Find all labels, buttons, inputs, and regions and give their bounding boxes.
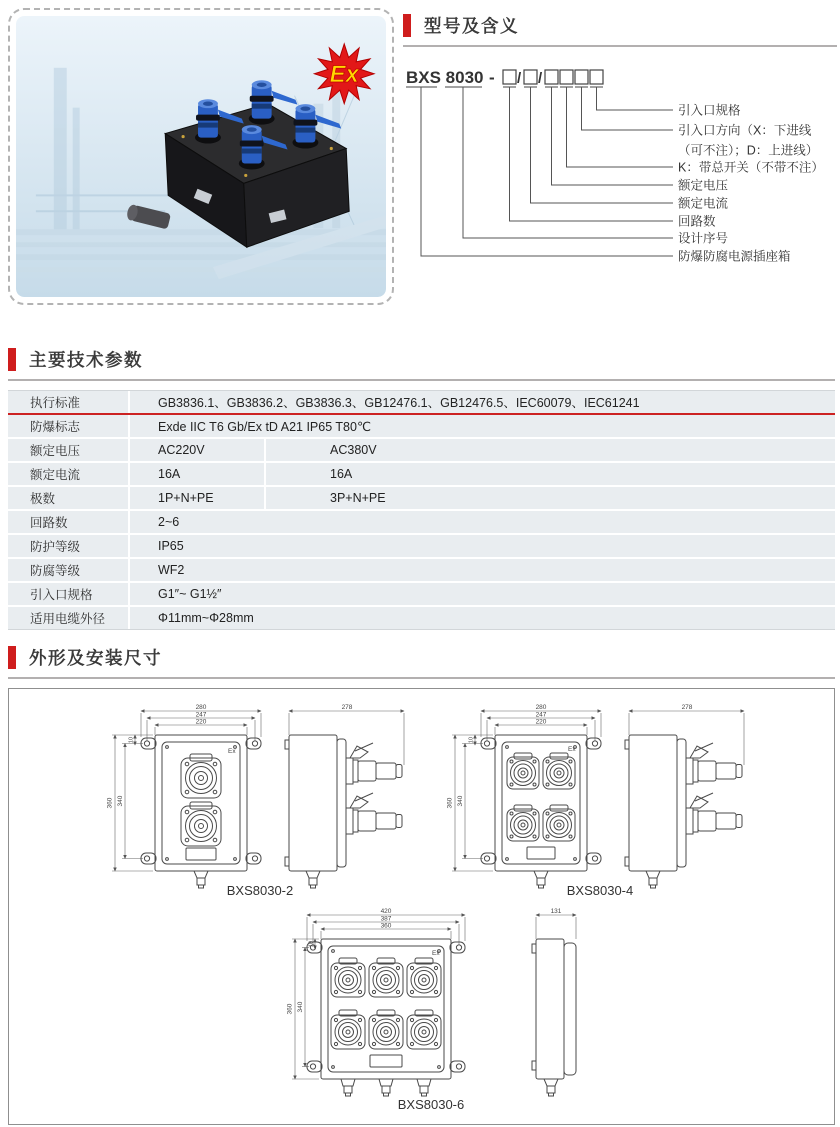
cable-gland <box>534 871 548 888</box>
table-row <box>8 391 835 413</box>
label-main-switch: K：带总开关（不带不注） <box>678 160 824 175</box>
table-row <box>8 463 835 485</box>
label-product-name: 防爆防腐电源插座箱 <box>678 249 791 264</box>
specs-section-header <box>8 346 835 381</box>
specs-table <box>8 390 835 630</box>
model-section-title: 型号及含义 <box>424 16 519 36</box>
socket <box>331 1010 365 1049</box>
table-row <box>8 535 835 557</box>
drawing-bxs8030-2 <box>97 701 417 901</box>
row-label: 额定电压 <box>8 439 130 461</box>
table-row <box>8 415 835 437</box>
row-label: 防腐等级 <box>8 559 130 581</box>
dims-section-title: 外形及安装尺寸 <box>29 648 162 668</box>
drawing-bxs8030-4 <box>437 701 757 901</box>
table-row <box>8 487 835 509</box>
nameplate <box>527 847 555 859</box>
row-value: 3P+N+PE <box>330 491 386 505</box>
front-view <box>307 939 465 1096</box>
label-inlet-spec: 引入口规格 <box>678 103 741 118</box>
socket <box>543 805 575 841</box>
ex-badge-text: Ex <box>329 60 359 88</box>
label-rated-current: 额定电流 <box>678 196 729 211</box>
dim-width-2: 387 <box>380 915 392 923</box>
dim-offset: 10 <box>468 736 475 744</box>
row-label: 防爆标志 <box>8 415 130 437</box>
dim-offset: 10 <box>128 736 135 744</box>
model-callout-lines <box>421 87 673 256</box>
cable-gland <box>341 1079 355 1096</box>
dims-section-header <box>8 644 835 679</box>
dim-width-3: 220 <box>535 718 547 726</box>
row-value: 2~6 <box>158 515 180 529</box>
dim-height-1: 360 <box>446 797 454 809</box>
table-row <box>8 511 835 533</box>
dim-height-1: 360 <box>106 797 114 809</box>
dim-offset: 10 <box>308 940 315 948</box>
nameplate <box>370 1055 402 1067</box>
row-value: 16A <box>130 463 266 485</box>
dim-width-1: 420 <box>380 908 392 915</box>
row-value: Exde IIC T6 Gb/Ex tD A21 IP65 T80℃ <box>158 419 371 434</box>
row-value: WF2 <box>158 563 185 577</box>
dim-height-2: 340 <box>297 1001 304 1013</box>
ex-mark: Ex <box>228 748 236 755</box>
drawing-label: BXS8030-4 <box>566 883 634 898</box>
side-connector <box>346 743 402 784</box>
row-value: G1″~ G1½″ <box>158 587 222 601</box>
model-slash: / <box>538 70 543 87</box>
dim-width-1: 280 <box>535 704 547 711</box>
dim-width-1: 280 <box>195 704 207 711</box>
row-label: 极数 <box>8 487 130 509</box>
socket <box>507 805 539 841</box>
model-section <box>403 12 837 271</box>
dim-side-width: 278 <box>341 704 353 711</box>
row-value: IP65 <box>158 539 184 553</box>
model-code-diagram <box>403 57 837 271</box>
row-value: AC380V <box>330 443 377 457</box>
row-value: Φ11mm~Φ28mm <box>158 611 254 625</box>
front-view <box>141 735 261 888</box>
specs-section-title: 主要技术参数 <box>29 350 143 370</box>
side-connector <box>686 793 742 834</box>
socket <box>543 753 575 789</box>
dim-side-width: 278 <box>681 704 693 711</box>
dim-height-2: 340 <box>117 795 124 807</box>
cable-gland <box>194 871 208 888</box>
row-label: 回路数 <box>8 511 130 533</box>
ex-mark: Ex <box>432 950 440 957</box>
socket <box>331 958 365 997</box>
dimensions-section <box>8 644 835 1125</box>
model-code: BXS 8030 <box>406 68 484 87</box>
cable-gland <box>646 871 660 888</box>
dim-height-1: 360 <box>286 1003 294 1015</box>
row-label: 引入口规格 <box>8 583 130 605</box>
socket <box>407 958 441 997</box>
cable-gland <box>379 1079 393 1096</box>
socket <box>407 1010 441 1049</box>
side-view <box>625 735 742 888</box>
dim-width-3: 220 <box>195 718 207 726</box>
side-connector <box>346 793 402 834</box>
model-slash: / <box>517 70 522 87</box>
label-design-serial: 设计序号 <box>678 231 729 246</box>
product-photo-panel <box>8 8 394 305</box>
cable-gland <box>417 1079 431 1096</box>
row-value: AC220V <box>130 439 266 461</box>
red-bar-icon <box>8 348 16 371</box>
dim-width-2: 247 <box>195 711 207 719</box>
row-label: 防护等级 <box>8 535 130 557</box>
red-bar-icon <box>8 646 16 669</box>
cable-gland <box>544 1079 558 1096</box>
socket <box>181 754 221 798</box>
drawing-bxs8030-6 <box>281 905 621 1113</box>
table-row <box>8 439 835 461</box>
row-value: GB3836.1、GB3836.2、GB3836.3、GB12476.1、GB12476.5、IEC60079、IEC61241 <box>158 396 640 410</box>
dim-side-width: 131 <box>550 908 562 915</box>
nameplate <box>186 848 216 860</box>
front-view <box>481 735 601 888</box>
table-row <box>8 583 835 605</box>
specs-section <box>8 346 835 630</box>
row-value: 16A <box>330 467 353 481</box>
side-view <box>532 939 576 1096</box>
dim-width-3: 360 <box>380 922 392 930</box>
label-rated-voltage: 额定电压 <box>678 178 729 193</box>
label-inlet-direction-1: 引入口方向（X：下进线 <box>678 123 812 138</box>
table-row <box>8 607 835 629</box>
table-row <box>8 559 835 581</box>
cable-gland <box>306 871 320 888</box>
red-bar-icon <box>403 14 411 37</box>
socket <box>507 753 539 789</box>
socket <box>181 802 221 846</box>
label-inlet-direction-2: （可不注）；D：上进线） <box>678 143 819 158</box>
row-label: 适用电缆外径 <box>8 607 130 629</box>
label-circuit-count: 回路数 <box>678 214 716 229</box>
drawing-label: BXS8030-6 <box>397 1097 465 1112</box>
row-label: 执行标准 <box>8 391 130 413</box>
drawing-label: BXS8030-2 <box>226 883 294 898</box>
drawing-panel <box>8 688 835 1125</box>
dim-width-2: 247 <box>535 711 547 719</box>
ex-mark: Ex <box>568 746 576 753</box>
product-photo <box>16 16 386 297</box>
model-section-header <box>403 12 837 47</box>
socket <box>369 958 403 997</box>
socket <box>369 1010 403 1049</box>
side-view <box>285 735 402 888</box>
dim-height-2: 340 <box>457 795 464 807</box>
row-value: 1P+N+PE <box>130 487 266 509</box>
side-connector <box>686 743 742 784</box>
model-separator: - <box>489 68 495 87</box>
row-label: 额定电流 <box>8 463 130 485</box>
